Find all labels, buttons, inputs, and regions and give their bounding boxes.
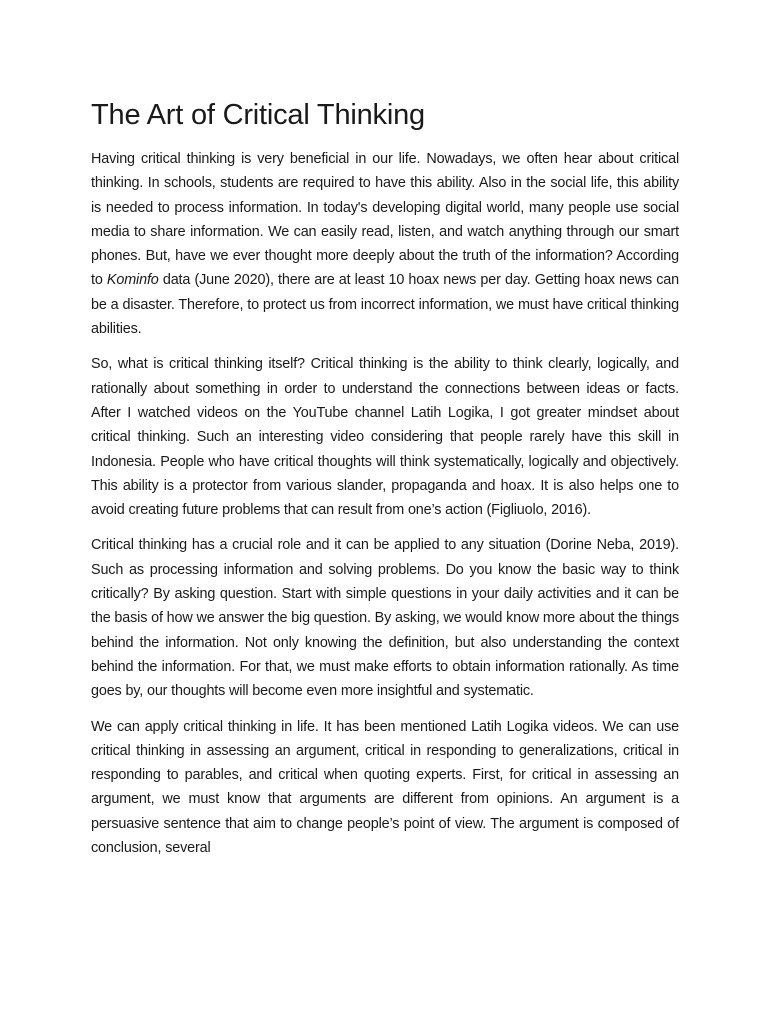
document-page	[91, 96, 679, 871]
document-title: The Art of Critical Thinking	[91, 99, 425, 131]
paragraph-1-text-end: data (June 2020), there are at least 10 hoax news per day. Getting hoax news can be a disaster. Therefore, to protect us from incorrect information, we must have critical thinking abilities.	[91, 272, 679, 338]
paragraph-4: We can apply critical thinking in life. It has been mentioned Latih Logika videos. We can use critical thinking in assessing an argument, critical in responding to generalizations, critical in responding to parables, and critical when quoting experts. First, for critical in assessing an argument, we must know that arguments are different from opinions. An argument is a persuasive sentence that aim to change people’s point of view. The argument is composed of conclusion, several	[91, 718, 679, 857]
paragraph-1-text-start: Having critical thinking is very beneficial in our life. Nowadays, we often hear about critical thinking. In schools, students are required to have this ability. Also in the social life, this ability is needed to process information. In today's developing digital world, many people use social media to share information. We can easily read, listen, and watch anything through our smart phones. But, have we ever thought more deeply about the truth of the information? According to	[91, 151, 679, 289]
paragraph-2: So, what is critical thinking itself? Critical thinking is the ability to think clearly, logically, and rationally about something in order to understand the connections between ideas or facts. After I watched videos on the YouTube channel Latih Logika, I got greater mindset about critical thinking. Such an interesting video considering that people rarely have this skill in Indonesia. People who have critical thoughts will think systematically, logically and objectively. This ability is a protector from various slander, propaganda and hoax. It is also helps one to avoid creating future problems that can result from one’s action (Figliuolo, 2016).	[91, 356, 679, 519]
paragraph-1-italic-source: Kominfo	[106, 272, 159, 289]
paragraph-1	[91, 147, 679, 341]
paragraph-3: Critical thinking has a crucial role and it can be applied to any situation (Dorine Neba, 2019). Such as processing information and solving problems. Do you know the basic way to think critically? By asking question. Start with simple questions in your daily activities and it can be the basis of how we answer the big question. By asking, we would know more about the things behind the information. Not only knowing the definition, but also understanding the context behind the information. For that, we must make efforts to obtain information rationally. As time goes by, our thoughts will become even more insightful and systematic.	[91, 537, 679, 700]
